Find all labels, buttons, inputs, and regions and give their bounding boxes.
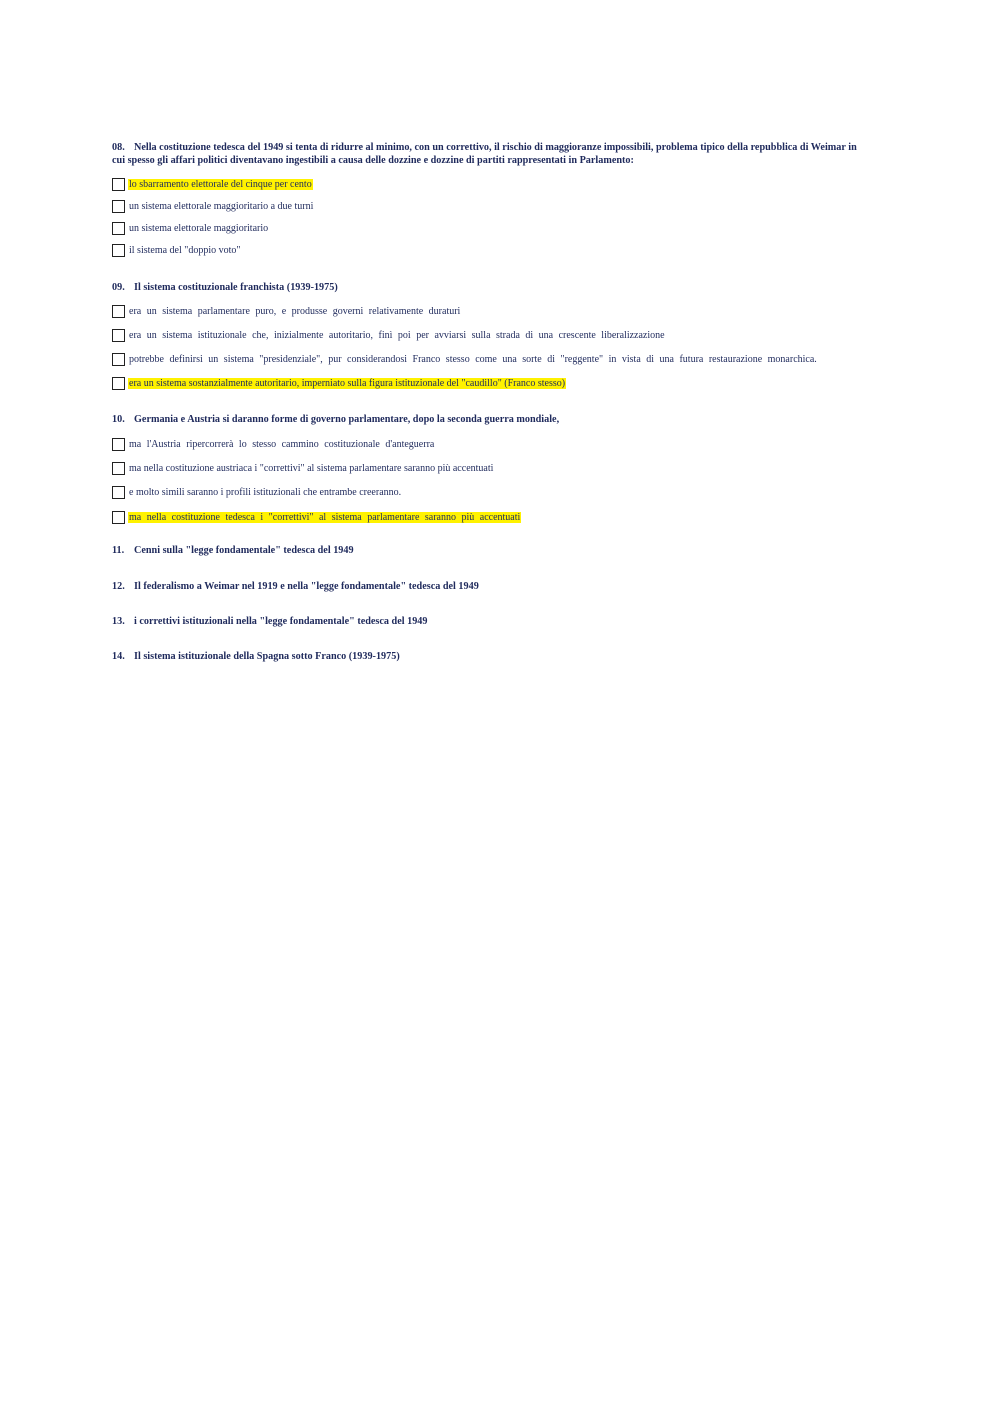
answer-label: era un sistema istituzionale che, inizialmente autoritario, finì poi per avviarsi sulla strada di una crescente liberalizzazione <box>129 329 665 341</box>
answer-label: era un sistema parlamentare puro, e produsse governi relativamente duraturi <box>129 305 461 317</box>
answer-option[interactable] <box>112 323 818 347</box>
question-text: Il sistema costituzionale franchista (1939-1975) <box>134 282 338 293</box>
question-number: 11. <box>112 545 125 556</box>
question-title <box>112 414 872 427</box>
question-title <box>112 616 428 629</box>
answer-option[interactable] <box>112 217 314 239</box>
question-text: Nella costituzione tedesca del 1949 si tenta di ridurre al minimo, con un correttivo, il rischio di maggioranze impossibili, problema tipico della repubblica di Weimar in cui spesso gli affari politici diventavano ingestibili a causa delle dozzine e dozzine di partiti rappresentati in Parlamento: <box>112 142 857 166</box>
open-question-12 <box>112 581 479 594</box>
question-number: 08. <box>112 142 125 153</box>
question-number: 10. <box>112 414 125 425</box>
question-08 <box>112 142 872 167</box>
question-number: 12. <box>112 581 125 592</box>
answer-checkbox[interactable] <box>112 462 125 475</box>
answer-label: un sistema elettorale maggioritario <box>129 222 269 234</box>
answer-label: e molto simili saranno i profili istituzionali che entrambe creeranno. <box>129 486 402 498</box>
answer-option[interactable] <box>112 456 521 480</box>
answer-option[interactable] <box>112 239 314 261</box>
answer-checkbox[interactable] <box>112 329 125 342</box>
answer-option[interactable] <box>112 371 818 395</box>
question-title <box>112 142 872 167</box>
answer-label: ma nella costituzione tedesca i "correttivi" al sistema parlamentare saranno più accentuati <box>129 511 521 523</box>
answer-checkbox[interactable] <box>112 305 125 318</box>
answer-checkbox[interactable] <box>112 178 125 191</box>
answer-checkbox[interactable] <box>112 486 125 499</box>
answer-option[interactable] <box>112 173 314 195</box>
answer-option[interactable] <box>112 195 314 217</box>
answer-options <box>112 299 818 395</box>
answer-checkbox[interactable] <box>112 200 125 213</box>
open-question-14 <box>112 651 400 664</box>
answer-label: il sistema del "doppio voto" <box>129 244 241 256</box>
answer-option[interactable] <box>112 480 521 504</box>
answer-label: un sistema elettorale maggioritario a due turni <box>129 200 314 212</box>
answer-checkbox[interactable] <box>112 438 125 451</box>
question-number: 14. <box>112 651 125 662</box>
answer-label: era un sistema sostanzialmente autoritario, imperniato sulla figura istituzionale del "caudillo" (Franco stesso) <box>129 377 566 389</box>
question-number: 09. <box>112 282 125 293</box>
answer-checkbox[interactable] <box>112 511 125 524</box>
question-title <box>112 651 400 664</box>
question-text: Germania e Austria si daranno forme di governo parlamentare, dopo la seconda guerra mondiale, <box>134 414 560 425</box>
answer-option[interactable] <box>112 347 818 371</box>
question-text: Il sistema istituzionale della Spagna sotto Franco (1939-1975) <box>134 651 400 662</box>
open-question-13 <box>112 616 428 629</box>
answer-label: ma nella costituzione austriaca i "correttivi" al sistema parlamentare saranno più accentuati <box>129 462 494 474</box>
question-title <box>112 545 354 558</box>
answer-option[interactable] <box>112 432 521 456</box>
question-title <box>112 282 872 295</box>
answer-checkbox[interactable] <box>112 244 125 257</box>
question-text: Cenni sulla "legge fondamentale" tedesca del 1949 <box>134 545 354 556</box>
answer-options <box>112 432 521 530</box>
question-09 <box>112 282 872 295</box>
answer-label: potrebbe definirsi un sistema "presidenziale", pur considerandosi Franco stesso come una sorte di "reggente" in vista di una futura restaurazione monarchica. <box>129 353 817 365</box>
answer-option[interactable] <box>112 299 818 323</box>
answer-options <box>112 173 314 261</box>
question-text: i correttivi istituzionali nella "legge fondamentale" tedesca del 1949 <box>134 616 428 627</box>
question-title <box>112 581 479 594</box>
answer-checkbox[interactable] <box>112 222 125 235</box>
answer-label: lo sbarramento elettorale del cinque per cento <box>129 178 312 190</box>
answer-label: ma l'Austria ripercorrerà lo stesso cammino costituzionale d'anteguerra <box>129 438 435 450</box>
open-question-11 <box>112 545 354 558</box>
question-text: Il federalismo a Weimar nel 1919 e nella "legge fondamentale" tedesca del 1949 <box>134 581 479 592</box>
question-number: 13. <box>112 616 125 627</box>
answer-checkbox[interactable] <box>112 377 125 390</box>
question-10 <box>112 414 872 427</box>
answer-checkbox[interactable] <box>112 353 125 366</box>
answer-option[interactable] <box>112 504 521 530</box>
